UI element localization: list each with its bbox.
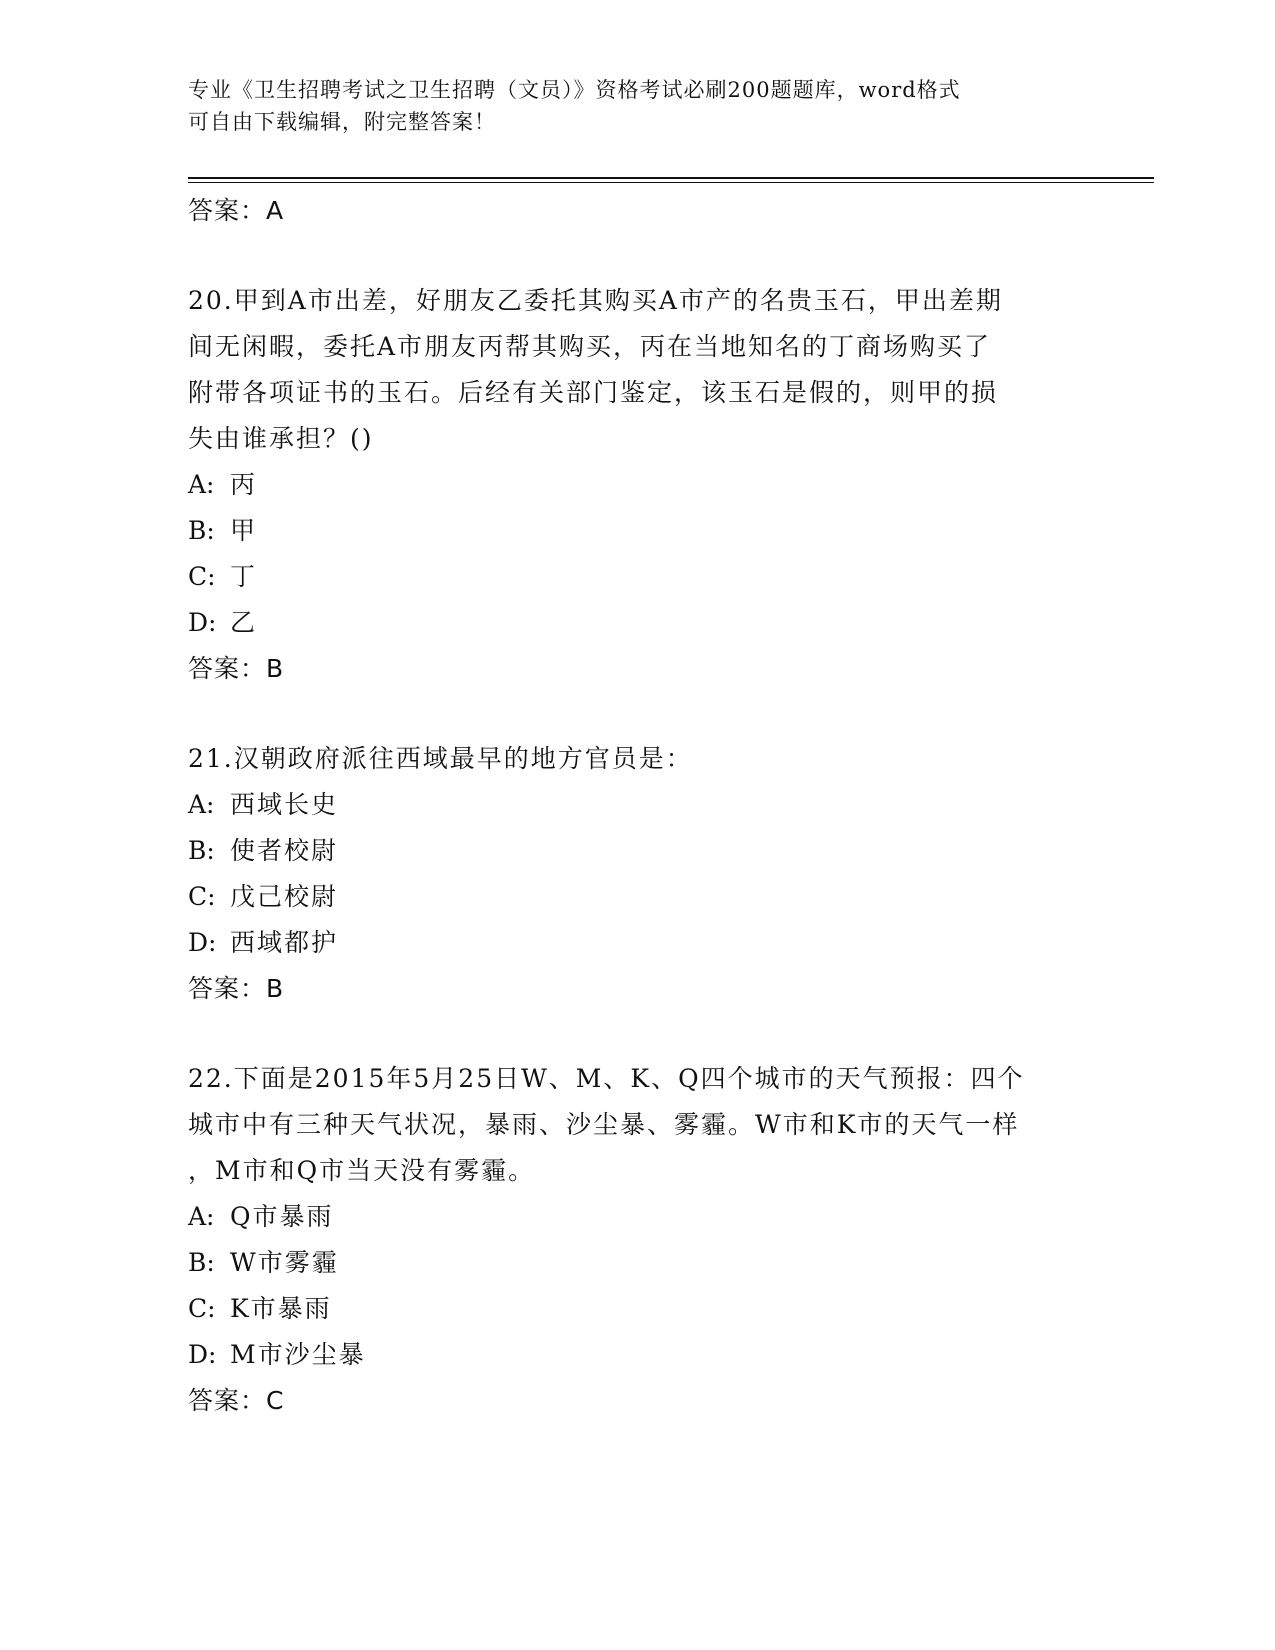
question-stem-line: 附带各项证书的玉石。后经有关部门鉴定，该玉石是假的，则甲的损 xyxy=(188,378,999,407)
answer-line: 答案：C xyxy=(188,1386,285,1415)
question-stem-line: 20.甲到A市出差，好朋友乙委托其购买A市产的名贵玉石，甲出差期 xyxy=(188,286,1003,315)
option-text: 戊己校尉 xyxy=(230,882,339,911)
header-title-line-2: 可自由下载编辑，附完整答案！ xyxy=(188,110,496,134)
option-text: 使者校尉 xyxy=(230,836,339,865)
question-20 xyxy=(188,278,1088,692)
option-c xyxy=(188,1286,1088,1332)
option-c xyxy=(188,874,1088,920)
option-c xyxy=(188,554,1088,600)
option-key: D: xyxy=(188,608,217,637)
question-stem-line: 22.下面是2015年5月25日W、M、K、Q四个城市的天气预报：四个 xyxy=(188,1064,1025,1093)
option-key: B: xyxy=(188,836,215,865)
option-text: 丙 xyxy=(230,470,258,499)
option-a xyxy=(188,782,1088,828)
option-text: K市暴雨 xyxy=(230,1294,332,1323)
option-b xyxy=(188,1240,1088,1286)
option-b xyxy=(188,508,1088,554)
spacer xyxy=(188,1012,1088,1056)
option-a xyxy=(188,462,1088,508)
option-key: B: xyxy=(188,1248,215,1277)
option-a xyxy=(188,1194,1088,1240)
option-text: 西域都护 xyxy=(230,928,339,957)
option-text: 西域长史 xyxy=(230,790,339,819)
page-header xyxy=(188,74,1068,138)
question-stem-line: 间无闲暇，委托A市朋友丙帮其购买，丙在当地知名的丁商场购买了 xyxy=(188,332,992,361)
option-text: 乙 xyxy=(230,608,258,637)
option-key: C: xyxy=(188,882,216,911)
option-key: A: xyxy=(188,1202,215,1231)
question-22 xyxy=(188,1056,1088,1424)
option-key: A: xyxy=(188,790,215,819)
option-b xyxy=(188,828,1088,874)
question-stem-line: 城市中有三种天气状况，暴雨、沙尘暴、雾霾。W市和K市的天气一样 xyxy=(188,1110,1020,1139)
question-list xyxy=(188,188,1088,1424)
option-text: M市沙尘暴 xyxy=(230,1340,366,1369)
question-stem-line: 失由谁承担？() xyxy=(188,424,374,453)
option-key: D: xyxy=(188,1340,217,1369)
answer-line: 答案：B xyxy=(188,654,285,683)
option-d xyxy=(188,600,1088,646)
spacer xyxy=(188,234,1088,278)
option-key: C: xyxy=(188,1294,216,1323)
spacer xyxy=(188,692,1088,736)
option-text: 甲 xyxy=(230,516,258,545)
previous-answer: 答案：A xyxy=(188,196,285,225)
option-key: B: xyxy=(188,516,215,545)
option-d xyxy=(188,920,1088,966)
option-text: Q市暴雨 xyxy=(230,1202,334,1231)
option-text: 丁 xyxy=(230,562,258,591)
header-title-line-1: 专业《卫生招聘考试之卫生招聘（文员）》资格考试必刷200题题库，word格式 xyxy=(188,78,961,102)
option-key: C: xyxy=(188,562,216,591)
question-21 xyxy=(188,736,1088,1012)
option-key: D: xyxy=(188,928,217,957)
question-stem-line: ，M市和Q市当天没有雾霾。 xyxy=(188,1156,536,1185)
question-stem-line: 21.汉朝政府派往西域最早的地方官员是： xyxy=(188,744,693,773)
option-text: W市雾霾 xyxy=(230,1248,339,1277)
option-key: A: xyxy=(188,470,215,499)
header-divider xyxy=(188,177,1154,183)
answer-line: 答案：B xyxy=(188,974,285,1003)
option-d xyxy=(188,1332,1088,1378)
